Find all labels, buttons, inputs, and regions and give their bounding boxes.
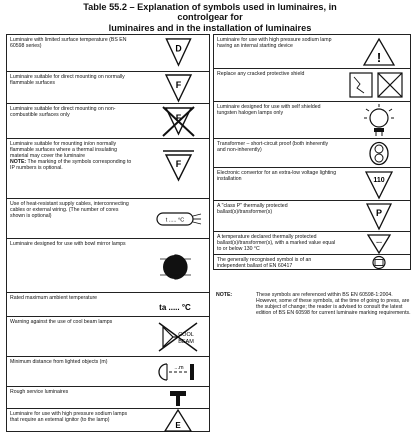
- row-description: Luminaire for use with high pressure sodium lamp having an internal starting device: [217, 37, 332, 49]
- right-symbol-table: [213, 34, 411, 270]
- halogen-lamp-icon: [354, 103, 404, 138]
- symbol-letter: D: [175, 43, 182, 54]
- table-row: [7, 317, 209, 357]
- table-row: [214, 255, 410, 271]
- table-row: [7, 104, 209, 139]
- table-row: [7, 139, 209, 199]
- minimum-distance-icon: [153, 359, 203, 385]
- table-row: [214, 139, 410, 168]
- symbol-letter: P: [375, 208, 383, 218]
- row-description: Rough service luminaires: [10, 389, 69, 395]
- heat-resistant-cable-icon: [153, 205, 203, 233]
- external-ignitor-triangle-icon: [153, 409, 203, 432]
- symbol-letter: E: [175, 421, 181, 430]
- table-title: [60, 2, 360, 33]
- table-row: [7, 293, 209, 317]
- table-row: [7, 199, 209, 239]
- table-row: [214, 35, 410, 69]
- row-description: The generally recognised symbol is of an independent ballast of EN 60417: [217, 257, 312, 269]
- row-description: Replace any cracked protective shield: [217, 71, 305, 77]
- non-combustible-crossed-triangle-icon: [153, 104, 203, 138]
- svg-text:...m: ...m: [174, 365, 184, 371]
- table-row: [7, 357, 209, 387]
- svg-text:BEAM: BEAM: [178, 339, 194, 345]
- table-row: [7, 239, 209, 293]
- row-description: Luminaire with limited surface temperature (BS EN 60598 series): [10, 37, 127, 49]
- row-note-text: The marking of the symbols corresponding to IP numbers is optional.: [10, 159, 132, 171]
- row-note-label: NOTE:: [10, 159, 27, 165]
- row-description: Luminaire for use with high pressure sodium lamps that require an external ignitor (to the lamp): [10, 411, 128, 423]
- row-description: Minimum distance from lighted objects (m): [10, 359, 108, 365]
- table-row: [7, 72, 209, 104]
- table-row: [214, 168, 410, 201]
- row-description: Luminaire suitable for direct mounting on normally flammable surfaces: [10, 74, 125, 86]
- row-description: Transformer – short-circuit proof (both inherently and non-inherently): [217, 141, 329, 153]
- svg-text:COOL: COOL: [178, 332, 194, 338]
- table-row: [214, 232, 410, 255]
- row-description: Luminaire designed for use with bowl mirror lamps: [10, 241, 126, 247]
- row-description: Luminaire designed for use with self shielded tungsten halogen lamps only: [217, 104, 321, 116]
- table-row: [214, 102, 410, 139]
- ambient-temperature-label: [145, 297, 205, 315]
- electronic-convertor-triangle-icon: [354, 169, 404, 200]
- symbol-letter: t ..... °C: [165, 217, 185, 224]
- left-symbol-table: [6, 34, 210, 432]
- independent-ballast-icon: [354, 255, 404, 270]
- temperature-declared-triangle-icon: [354, 233, 404, 254]
- table-row: [214, 201, 410, 232]
- table-row: [214, 69, 410, 102]
- symbol-letter: F: [175, 80, 182, 90]
- symbol-letter: F: [175, 113, 182, 123]
- rough-service-icon: [153, 389, 203, 408]
- warning-triangle-icon: [354, 37, 404, 67]
- footnote-text: These symbols are referenced within BS EN 60598-1:2004. However, some of these symbols, at the time of going to press, are the subject of change; the reader is advised to consult the latest edition of BS EN 60598 for current luminaire marking requirements.: [256, 292, 411, 317]
- class-p-triangle-icon: [354, 202, 404, 231]
- cool-beam-warning-icon: [153, 319, 203, 355]
- row-description: Luminaire suitable for direct mounting on non-combustible surfaces only: [10, 106, 116, 118]
- symbol-letter: ta ..... °C: [159, 303, 191, 312]
- row-description-block: [10, 141, 132, 171]
- limited-temperature-triangle-icon: [153, 36, 203, 69]
- transformer-icon: [354, 140, 404, 167]
- row-description: Use of heat-resistant supply cables, interconnecting cables or external wiring. (The number of cores shown is optional): [10, 201, 129, 219]
- symbol-letter: 110: [373, 177, 385, 184]
- symbol-letter: ...: [376, 238, 382, 245]
- table-title-line2: luminaires and in the installation of luminaires: [108, 22, 312, 33]
- cracked-shield-icon: [348, 70, 404, 101]
- row-description: Electronic convertor for an extra-low voltage lighting installation: [217, 170, 337, 182]
- row-description: Luminaire suitable for mounting in/on normally flammable surfaces where a thermal insulating material may cover the luminaire: [10, 141, 117, 159]
- table-row: [7, 35, 209, 72]
- footnote-label: NOTE:: [216, 292, 233, 298]
- thermal-insulation-triangle-icon: [153, 147, 203, 183]
- table-title-line1: Table 55.2 – Explanation of symbols used in luminaires, in controlgear for: [83, 2, 337, 23]
- row-description: Rated maximum ambient temperature: [10, 295, 98, 301]
- row-description: A temperature declared thermally protected ballast(s)/transformer(s), with a marked value equal to or below 130 °C: [217, 234, 336, 252]
- flammable-surface-triangle-icon: [153, 72, 203, 103]
- symbol-letter: !: [376, 50, 382, 65]
- table-row: [7, 409, 209, 432]
- bowl-mirror-lamp-icon: [153, 247, 203, 285]
- row-description: Warning against the use of cool beam lamps: [10, 319, 113, 325]
- row-description: A "class P" thermally protected ballast(s)/transformer(s): [217, 203, 288, 215]
- table-row: [7, 387, 209, 409]
- symbol-letter: F: [175, 159, 182, 169]
